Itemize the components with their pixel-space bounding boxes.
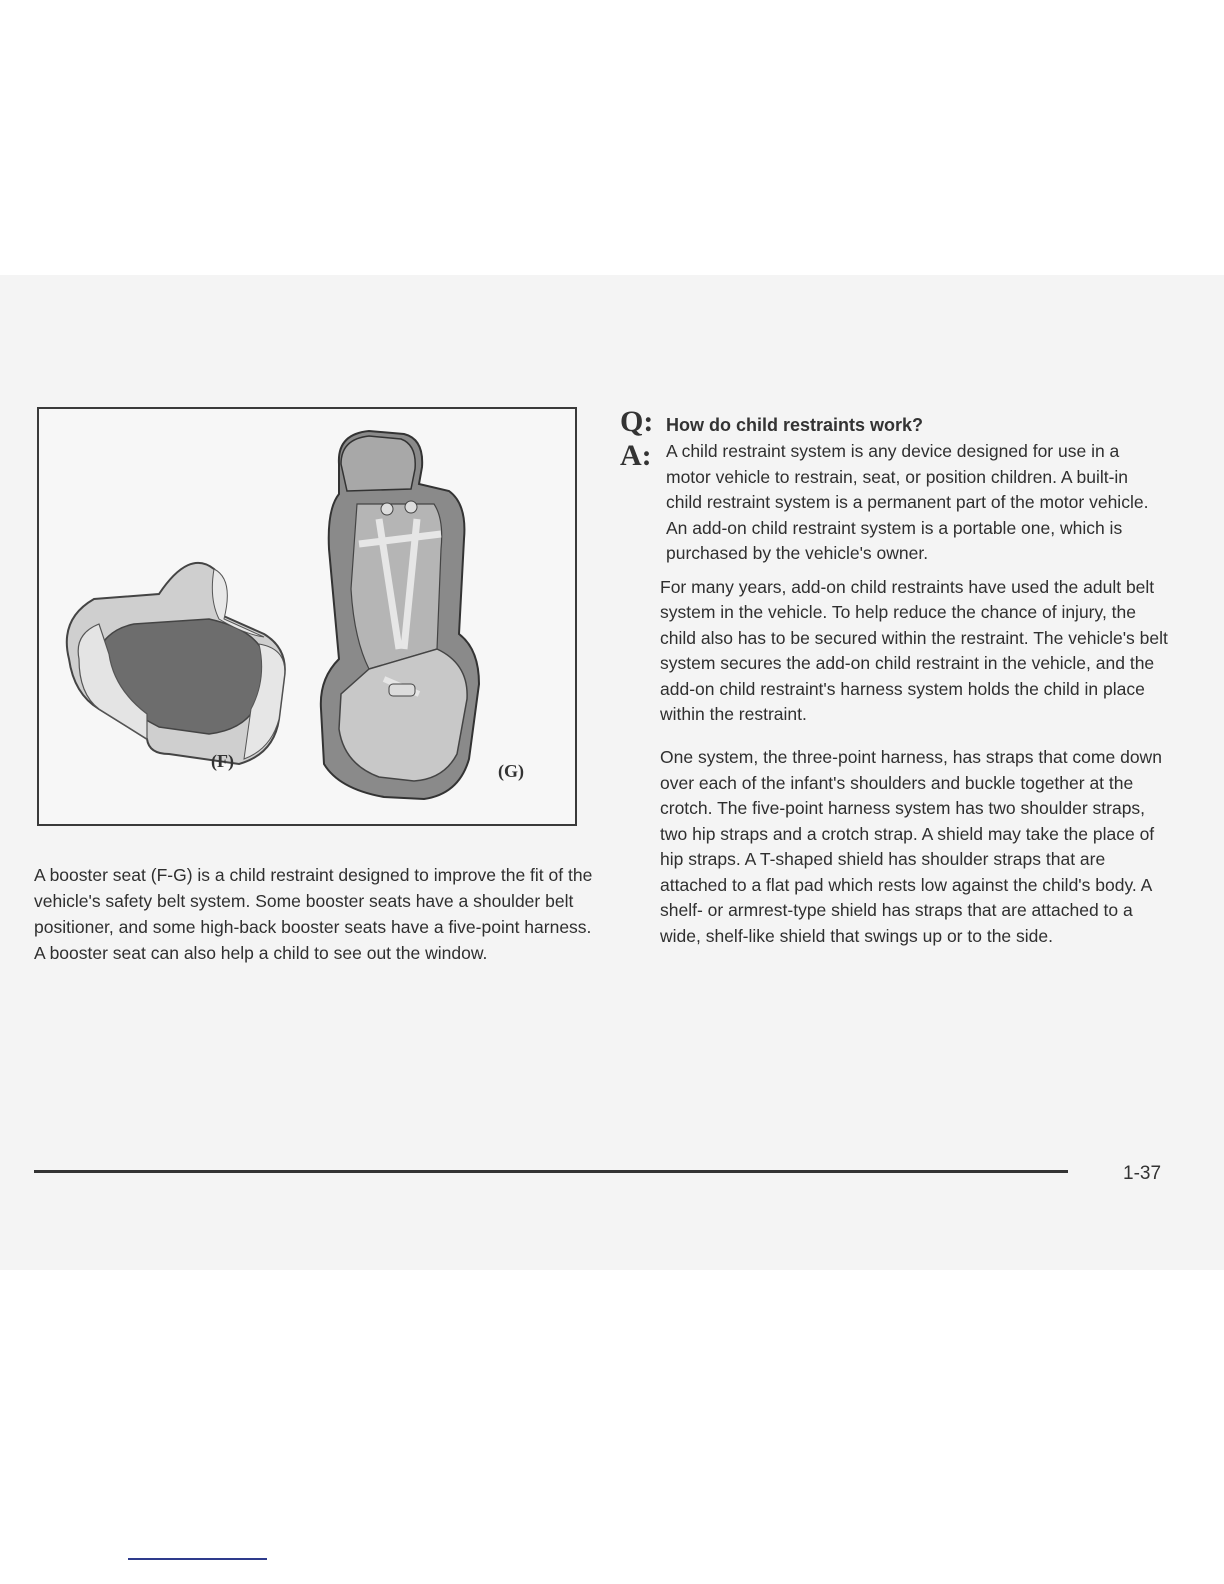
figure-label-g: (G) xyxy=(498,761,524,781)
question-row xyxy=(620,405,1180,439)
booster-seats-drawing xyxy=(39,409,575,824)
question-answer-section xyxy=(620,405,1180,967)
high-back-booster-seat-g xyxy=(321,431,479,799)
answer-marker: A: xyxy=(620,439,652,472)
answer-text: A child restraint system is any device designed for use in a motor vehicle to restrain, seat, or position children. A built-in child restraint system is a permanent part of the motor vehicle. An add-on child restraint system is a portable one, which is purchased by the vehicle's owner. xyxy=(666,441,1149,563)
backless-booster-seat-f xyxy=(67,563,285,764)
booster-seat-illustration xyxy=(37,407,577,826)
footer-rule xyxy=(34,1170,1068,1173)
answer-row xyxy=(620,441,1180,567)
answer-paragraph: One system, the three-point harness, has straps that come down over each of the infant's shoulders and buckle together at the crotch. The five-point harness system has two shoulder straps, two hip straps and a crotch strap. A shield may take the place of hip straps. A T-shaped shield has shoulder straps that are attached to a flat pad which rests low against the child's body. A shelf- or armrest-type shield has straps that are attached to a wide, shelf-like shield that swings up or to the side. xyxy=(660,747,1162,946)
figure-label-f: (F) xyxy=(211,751,234,771)
question-text: How do child restraints work? xyxy=(666,415,924,435)
question-marker: Q: xyxy=(620,405,654,438)
bottom-link-underline xyxy=(128,1558,267,1560)
booster-seat-caption: A booster seat (F-G) is a child restraint designed to improve the fit of the vehicle's safety belt system. Some booster seats have a shoulder belt positioner, and some high-back booster seats have a five-point harness. A booster seat can also help a child to see out the window. xyxy=(34,865,593,963)
answer-paragraph: For many years, add-on child restraints have used the adult belt system in the vehicle. To help reduce the chance of injury, the child also has to be secured within the restraint. The vehicle's belt system secures the add-on child restraint in the vehicle, and the add-on child restraint's harness system holds the child in place within the restraint. xyxy=(660,576,1168,724)
page-number: 1-37 xyxy=(1123,1163,1162,1184)
